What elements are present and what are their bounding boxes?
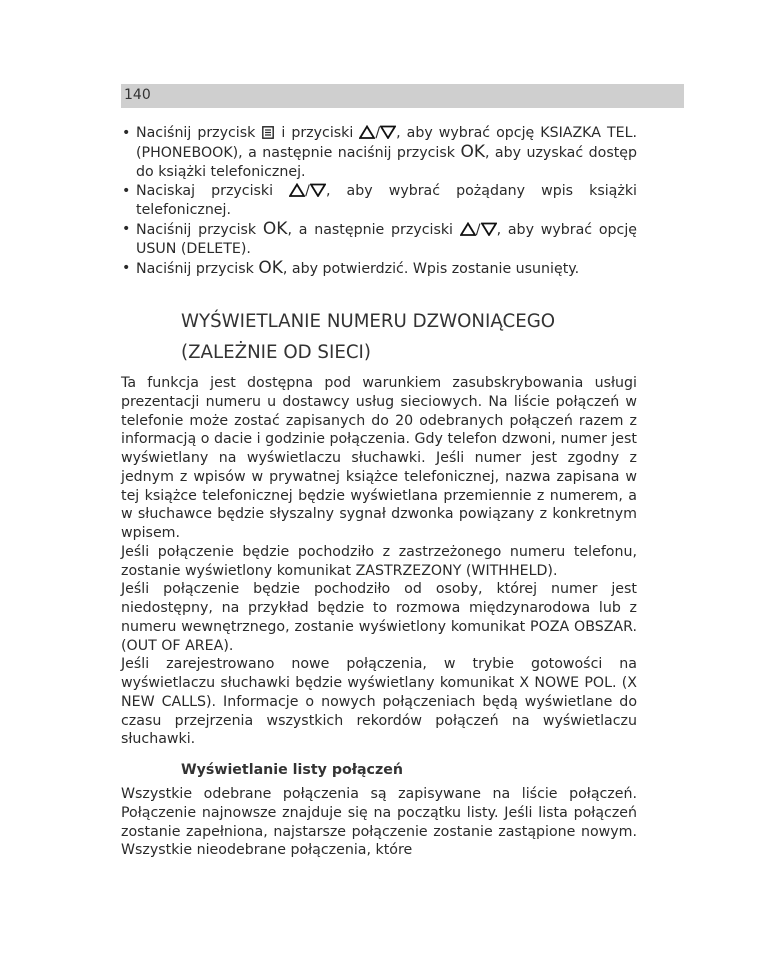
list-item: • Naciśnij przycisk OK, aby potwierdzić. Wpis zostanie usunięty.	[121, 259, 637, 279]
list-item: • Naciśnij przycisk OK, a następnie przyciski / , aby wybrać opcję USUN (DELETE).	[121, 220, 637, 259]
down-arrow-icon	[310, 183, 326, 197]
paragraph: Jeśli połączenie będzie pochodziło z zastrzeżonego numeru telefonu, zostanie wyświetlony komunikat ZASTRZEZONY (WITHHELD).	[121, 543, 637, 579]
paragraph: Jeśli połączenie będzie pochodziło od osoby, której numer jest niedostępny, na przykład będzie to rozmowa międzynarodowa lub z numeru wewnętrznego, zostanie wyświetlony komunikat POZA OBSZAR. (OUT OF AREA).	[121, 581, 637, 654]
down-arrow-icon	[380, 125, 396, 139]
paragraph: Ta funkcja jest dostępna pod warunkiem zasubskrybowania usługi prezentacji numeru u dostawcy usług sieciowych. Na liście połączeń w telefonie może zostać zapisanych do 20 odebranych połączeń razem z informacją o dacie i godzinie połączenia. Gdy telefon dzwoni, numer jest wyświetlany na wyświetlaczu słuchawki. Jeśli numer jest zgodny z jednym z wpisów w prywatnej książce telefonicznej, nazwa zapisana w tej książce telefonicznej będzie wyświetlana przemiennie z numerem, a w słuchawce będzie słyszalny sygnał dzwonka powiązany z konkretnym wpisem.	[121, 375, 637, 541]
up-arrow-icon	[460, 222, 476, 236]
page-number: 140	[124, 87, 151, 103]
section-body	[121, 374, 637, 749]
subsection-body	[121, 785, 637, 860]
ok-button-label: OK	[460, 142, 485, 162]
up-arrow-icon	[359, 125, 375, 139]
menu-button-icon	[262, 126, 274, 139]
list-item: • Naciśnij przycisk i przyciski / , aby wybrać opcję KSIAZKA TEL. (PHONEBOOK), a następnie naciśnij przycisk OK, aby uzyskać dostęp do książki telefonicznej.	[121, 124, 637, 182]
ok-button-label: OK	[258, 258, 283, 278]
paragraph: Wszystkie odebrane połączenia są zapisywane na liście połączeń. Połączenie najnowsze znajduje się na początku listy. Jeśli lista połączeń zostanie zapełniona, najstarsze połączenie zostanie zastąpione nowym. Wszystkie nieodebrane połączenia, które	[121, 786, 637, 859]
page-content	[121, 124, 637, 860]
list-item: • Naciskaj przyciski / , aby wybrać pożądany wpis książki telefonicznej.	[121, 182, 637, 220]
instruction-list	[121, 124, 637, 279]
down-arrow-icon	[481, 222, 497, 236]
section-heading: WYŚWIETLANIE NUMERU DZWONIĄCEGO (ZALEŻNIE OD SIECI)	[181, 311, 556, 363]
page-header-bar	[121, 84, 684, 108]
paragraph: Jeśli zarejestrowano nowe połączenia, w trybie gotowości na wyświetlaczu słuchawki będzie wyświetlany komunikat X NOWE POL. (X NEW CALLS). Informacje o nowych połączeniach będą wyświetlane do czasu przejrzenia wszystkich rekordów połączeń na wyświetlaczu słuchawki.	[121, 656, 637, 748]
subsection-heading: Wyświetlanie listy połączeń	[181, 762, 403, 778]
ok-button-label: OK	[262, 219, 288, 239]
up-arrow-icon	[289, 183, 305, 197]
